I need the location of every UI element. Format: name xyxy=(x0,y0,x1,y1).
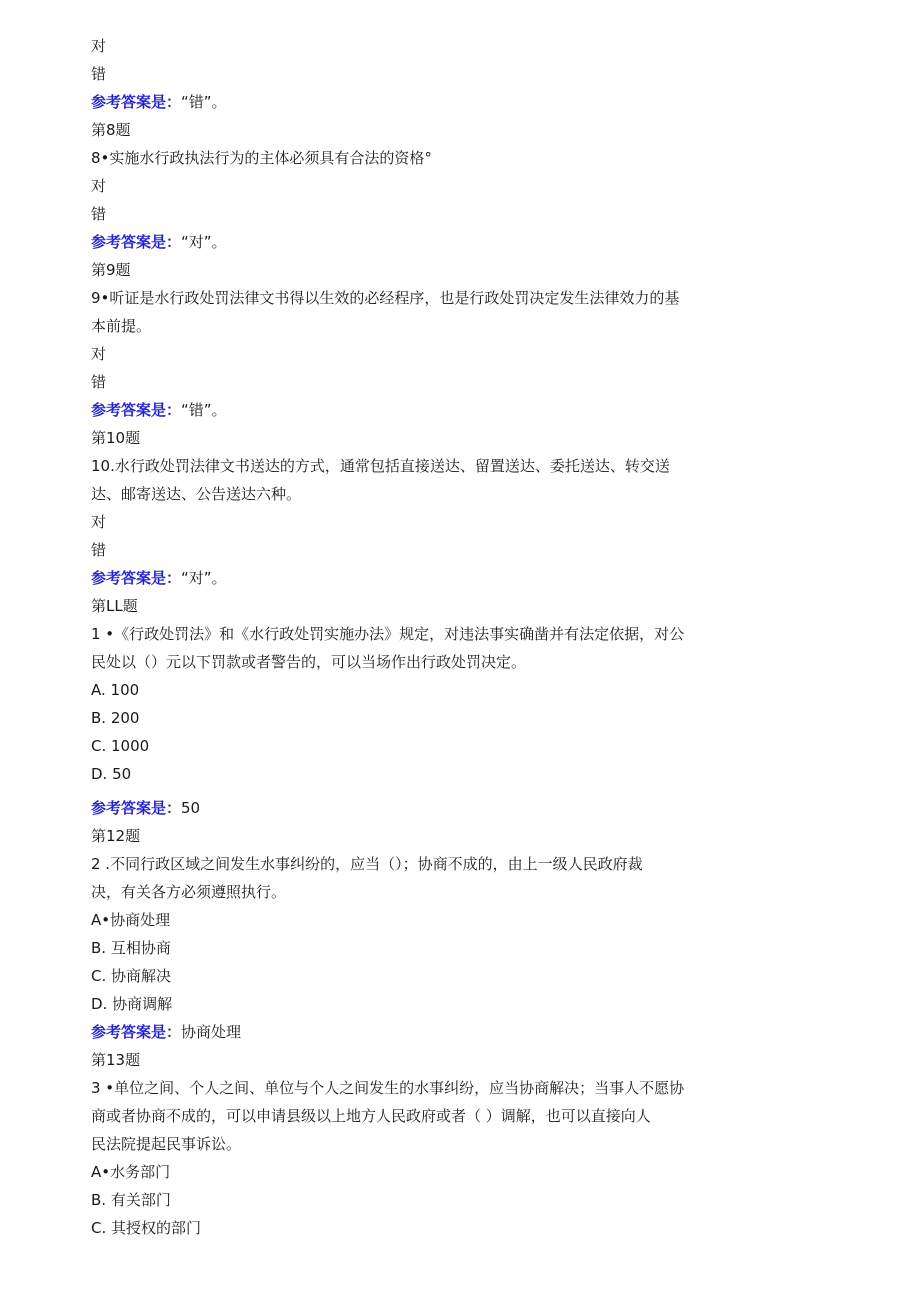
text-line: 3 •单位之间、个人之间、单位与个人之间发生的水事纠纷，应当协商解决；当事人不愿协 xyxy=(91,1079,685,1097)
answer-option: A•协商处理 xyxy=(91,911,171,929)
answer-label: 参考答案是： xyxy=(91,569,182,587)
text-line: 民法院提起民事诉讼。 xyxy=(91,1135,242,1153)
answer-label: 参考答案是： xyxy=(91,233,182,251)
text-line: 第8题 xyxy=(91,121,131,139)
answer-option: A. 100 xyxy=(91,681,140,699)
reference-answer xyxy=(91,396,920,424)
reference-answer xyxy=(91,564,920,592)
answer-label: 参考答案是： xyxy=(91,1023,182,1041)
answer-label: 参考答案是： xyxy=(91,93,182,111)
text-line: 错 xyxy=(91,373,107,391)
answer-option: C. 其授权的部门 xyxy=(91,1219,202,1237)
text-line: 第12题 xyxy=(91,827,141,845)
text-line: 对 xyxy=(91,513,107,531)
text-line: 对 xyxy=(91,345,107,363)
answer-option: C. 1000 xyxy=(91,737,150,755)
reference-answer xyxy=(91,228,920,256)
text-line: 2 .不同行政区域之间发生水事纠纷的，应当（）；协商不成的，由上一级人民政府裁 xyxy=(91,855,643,873)
answer-label: 参考答案是： xyxy=(91,799,182,817)
text-line: 民处以（）元以下罚款或者警告的，可以当场作出行政处罚决定。 xyxy=(91,653,527,671)
text-line: 9•听证是水行政处罚法律文书得以生效的必经程序，也是行政处罚决定发生法律效力的基 xyxy=(91,289,680,307)
text-line: 错 xyxy=(91,205,107,223)
reference-answer xyxy=(91,1018,920,1046)
answer-option: D. 协商调解 xyxy=(91,995,173,1013)
reference-answer xyxy=(91,88,920,116)
text-line: 第10题 xyxy=(91,429,141,447)
answer-value: 50 xyxy=(181,799,201,817)
answer-value: “对”。 xyxy=(181,233,227,251)
text-line: 10.水行政处罚法律文书送达的方式，通常包括直接送达、留置送达、委托送达、转交送 xyxy=(91,457,670,475)
text-line: 对 xyxy=(91,37,107,55)
answer-option: C. 协商解决 xyxy=(91,967,172,985)
answer-label: 参考答案是： xyxy=(91,401,182,419)
text-line: 第13题 xyxy=(91,1051,141,1069)
text-line: 本前提。 xyxy=(91,317,152,335)
text-line: 第LL题 xyxy=(91,597,138,615)
text-line: 1 •《行政处罚法》和《水行政处罚实施办法》规定，对违法事实确凿并有法定依据，对公 xyxy=(91,625,685,643)
text-line: 第9题 xyxy=(91,261,131,279)
reference-answer xyxy=(91,794,920,822)
answer-option: A•水务部门 xyxy=(91,1163,171,1181)
answer-option: B. 互相协商 xyxy=(91,939,171,957)
answer-value: “错”。 xyxy=(181,401,227,419)
text-line: 达、邮寄送达、公告送达六种。 xyxy=(91,485,302,503)
answer-option: B. 有关部门 xyxy=(91,1191,171,1209)
answer-value: “对”。 xyxy=(181,569,227,587)
text-line: 8•实施水行政执法行为的主体必须具有合法的资格° xyxy=(91,149,432,167)
text-line: 错 xyxy=(91,541,107,559)
text-line: 商或者协商不成的，可以申请县级以上地方人民政府或者（ ）调解，也可以直接向人 xyxy=(91,1107,651,1125)
text-line: 错 xyxy=(91,65,107,83)
text-line: 决，有关各方必须遵照执行。 xyxy=(91,883,287,901)
answer-option: B. 200 xyxy=(91,709,140,727)
answer-value: 协商处理 xyxy=(181,1023,242,1041)
answer-option: D. 50 xyxy=(91,765,132,783)
text-line: 对 xyxy=(91,177,107,195)
answer-value: “错”。 xyxy=(181,93,227,111)
